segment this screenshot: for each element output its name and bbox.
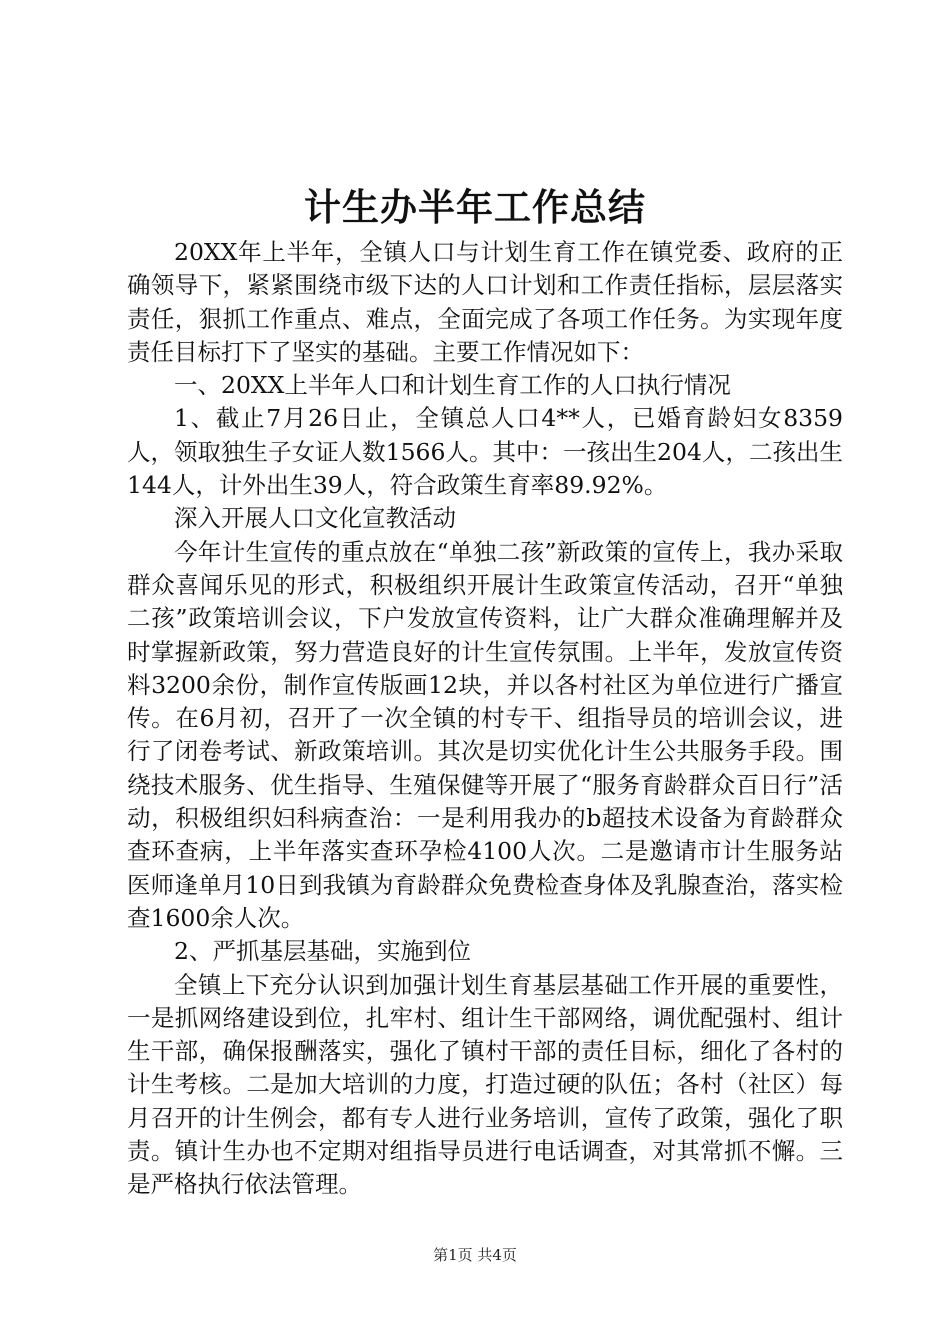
heading-section-1: 一、20XX上半年人口和计划生育工作的人口执行情况 [174, 371, 731, 400]
heading-grassroots: 2、严抓基层基础，实施到位 [174, 937, 471, 966]
paragraph-intro: 20XX年上半年，全镇人口与计划生育工作在镇党委、政府的正确领导下，紧紧围绕市级下达的人口计划和工作责任指标，层层落实责任，狠抓工作重点、难点，全面完成了各项工作任务。为实现年度责任目标打下了坚实的基础。主要工作情况如下： [127, 238, 843, 366]
page-footer: 第1页 共4页 [433, 1246, 517, 1264]
heading-publicity: 深入开展人口文化宣教活动 [174, 504, 456, 533]
paragraph-publicity: 今年计生宣传的重点放在“单独二孩”新政策的宣传上，我办采取群众喜闻乐见的形式，积极组织开展计生政策宣传活动，召开“单独二孩”政策培训会议，下户发放宣传资料，让广大群众准确理解并及时掌握新政策，努力营造良好的计生宣传氛围。上半年，发放宣传资料3200余份，制作宣传版画12块，并以各村社区为单位进行广播宣传。在6月初，召开了一次全镇的村专干、组指导员的培训会议，进行了闭卷考试、新政策培训。其次是切实优化计生公共服务手段。围绕技术服务、优生指导、生殖保健等开展了“服务育龄群众百日行”活动，积极组织妇科病查治：一是利用我办的b超技术设备为育龄群众查环查病，上半年落实查环孕检4100人次。二是邀请市计生服务站医师逢单月10日到我镇为育龄群众免费检查身体及乳腺查治，落实检查1600余人次。 [127, 537, 843, 932]
paragraph-population-stats: 1、截止7月26日止，全镇总人口4**人，已婚育龄妇女8359人，领取独生子女证人数1566人。其中：一孩出生204人，二孩出生144人，计外出生39人，符合政策生育率89.92%。 [127, 404, 843, 500]
document-body [127, 236, 843, 1202]
document-title: 计生办半年工作总结 [304, 186, 646, 229]
paragraph-grassroots: 全镇上下充分认识到加强计划生育基层基础工作开展的重要性，一是抓网络建设到位，扎牢村、组计生干部网络，调优配强村、组计生干部，确保报酬落实，强化了镇村干部的责任目标，细化了各村的计生考核。二是加大培训的力度，打造过硬的队伍；各村（社区）每月召开的计生例会，都有专人进行业务培训，宣传了政策，强化了职责。镇计生办也不定期对组指导员进行电话调查，对其常抓不懈。三是严格执行依法管理。 [127, 970, 843, 1199]
